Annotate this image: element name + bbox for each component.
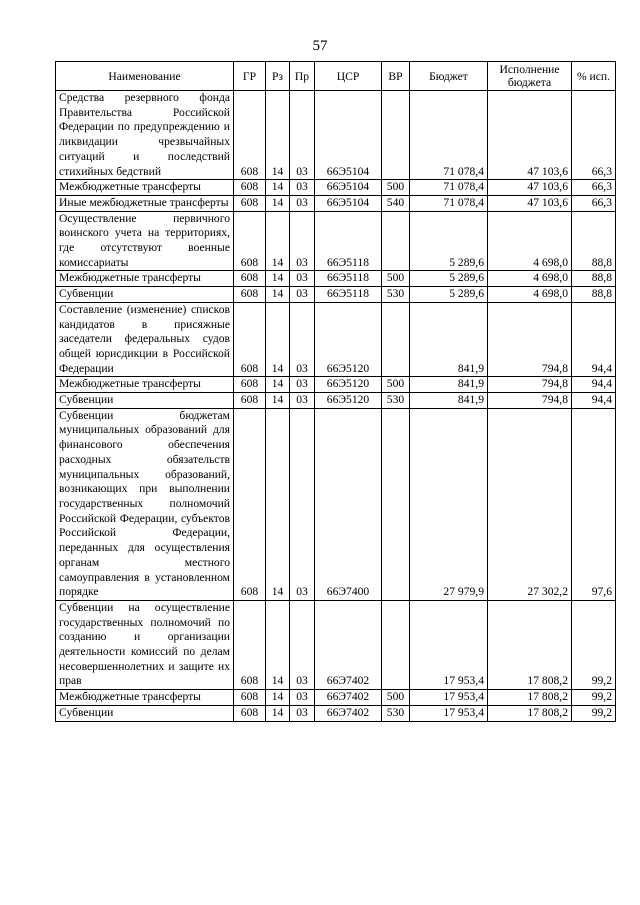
row-percent: 66,3 — [572, 180, 616, 196]
row-rz: 14 — [266, 408, 290, 600]
row-budget: 71 078,4 — [410, 91, 488, 180]
row-vr — [382, 600, 410, 689]
row-gr: 608 — [234, 690, 266, 706]
table-body — [56, 91, 616, 722]
row-budget: 841,9 — [410, 302, 488, 377]
row-rz: 14 — [266, 377, 290, 393]
table-row — [56, 705, 616, 721]
row-percent: 97,6 — [572, 408, 616, 600]
row-percent: 66,3 — [572, 195, 616, 211]
table-row — [56, 377, 616, 393]
row-csr: 66Э5118 — [315, 211, 382, 271]
row-name: Межбюджетные трансферты — [56, 377, 234, 393]
row-csr: 66Э5120 — [315, 302, 382, 377]
row-budget: 5 289,6 — [410, 211, 488, 271]
row-vr: 540 — [382, 195, 410, 211]
row-csr: 66Э7402 — [315, 600, 382, 689]
row-rz: 14 — [266, 690, 290, 706]
row-vr: 530 — [382, 287, 410, 303]
row-gr: 608 — [234, 302, 266, 377]
row-gr: 608 — [234, 195, 266, 211]
header-gr: ГР — [234, 62, 266, 91]
row-execution: 17 808,2 — [488, 705, 572, 721]
row-pr: 03 — [290, 393, 315, 409]
row-percent: 94,4 — [572, 393, 616, 409]
row-name: Межбюджетные трансферты — [56, 271, 234, 287]
row-budget: 5 289,6 — [410, 287, 488, 303]
row-gr: 608 — [234, 600, 266, 689]
row-name: Иные межбюджетные трансферты — [56, 195, 234, 211]
page-number: 57 — [312, 38, 328, 54]
header-pr: Пр — [290, 62, 315, 91]
row-rz: 14 — [266, 211, 290, 271]
row-pr: 03 — [290, 705, 315, 721]
row-name: Субвенции на осуществление государственных полномочий по созданию и организации деятельности комиссий по делам несовершеннолетних и защите их прав — [56, 600, 234, 689]
row-rz: 14 — [266, 195, 290, 211]
row-percent: 99,2 — [572, 600, 616, 689]
row-csr: 66Э7402 — [315, 705, 382, 721]
header-execution: Исполнение бюджета — [488, 62, 572, 91]
row-vr — [382, 408, 410, 600]
row-gr: 608 — [234, 705, 266, 721]
row-rz: 14 — [266, 180, 290, 196]
row-rz: 14 — [266, 393, 290, 409]
row-budget: 841,9 — [410, 393, 488, 409]
row-csr: 66Э5120 — [315, 393, 382, 409]
row-gr: 608 — [234, 91, 266, 180]
row-percent: 94,4 — [572, 377, 616, 393]
budget-table — [55, 61, 616, 722]
row-execution: 27 302,2 — [488, 408, 572, 600]
header-budget: Бюджет — [410, 62, 488, 91]
row-pr: 03 — [290, 180, 315, 196]
row-budget: 17 953,4 — [410, 600, 488, 689]
row-execution: 17 808,2 — [488, 690, 572, 706]
row-csr: 66Э7402 — [315, 690, 382, 706]
row-pr: 03 — [290, 600, 315, 689]
row-rz: 14 — [266, 287, 290, 303]
row-percent: 88,8 — [572, 271, 616, 287]
row-execution: 17 808,2 — [488, 600, 572, 689]
row-name: Средства резервного фонда Правительства Российской Федерации по предупреждению и ликвидации чрезвычайных ситуаций и последствий стихийных бедствий — [56, 91, 234, 180]
row-percent: 99,2 — [572, 690, 616, 706]
row-budget: 71 078,4 — [410, 195, 488, 211]
row-vr: 530 — [382, 705, 410, 721]
table-header-row — [56, 62, 616, 91]
row-gr: 608 — [234, 180, 266, 196]
row-vr: 500 — [382, 377, 410, 393]
row-csr: 66Э5120 — [315, 377, 382, 393]
row-execution: 794,8 — [488, 393, 572, 409]
row-csr: 66Э7400 — [315, 408, 382, 600]
row-percent: 88,8 — [572, 211, 616, 271]
row-percent: 66,3 — [572, 91, 616, 180]
row-execution: 4 698,0 — [488, 287, 572, 303]
row-vr — [382, 211, 410, 271]
row-name: Составление (изменение) списков кандидатов в присяжные заседатели федеральных судов общей юрисдикции в Российской Федерации — [56, 302, 234, 377]
row-vr: 500 — [382, 271, 410, 287]
row-vr: 500 — [382, 180, 410, 196]
header-rz: Рз — [266, 62, 290, 91]
row-execution: 794,8 — [488, 377, 572, 393]
row-csr: 66Э5104 — [315, 91, 382, 180]
table-row — [56, 271, 616, 287]
row-rz: 14 — [266, 91, 290, 180]
row-execution: 47 103,6 — [488, 91, 572, 180]
row-gr: 608 — [234, 271, 266, 287]
table-row — [56, 211, 616, 271]
row-budget: 27 979,9 — [410, 408, 488, 600]
row-csr: 66Э5104 — [315, 180, 382, 196]
row-execution: 4 698,0 — [488, 211, 572, 271]
row-gr: 608 — [234, 408, 266, 600]
row-name: Субвенции бюджетам муниципальных образований для финансового обеспечения расходных обязательств муниципальных образований, возникающих при выполнении государственных полномочий Российской Федерации, субъектов Российской Федерации, переданных для осуществления органам местного самоуправления в установленном порядке — [56, 408, 234, 600]
row-rz: 14 — [266, 271, 290, 287]
row-execution: 47 103,6 — [488, 180, 572, 196]
row-pr: 03 — [290, 91, 315, 180]
row-rz: 14 — [266, 302, 290, 377]
header-percent: % исп. — [572, 62, 616, 91]
row-name: Осуществление первичного воинского учета на территориях, где отсутствуют военные комиссариаты — [56, 211, 234, 271]
row-pr: 03 — [290, 287, 315, 303]
header-vr: ВР — [382, 62, 410, 91]
row-percent: 99,2 — [572, 705, 616, 721]
row-budget: 841,9 — [410, 377, 488, 393]
row-csr: 66Э5118 — [315, 271, 382, 287]
row-pr: 03 — [290, 302, 315, 377]
row-pr: 03 — [290, 377, 315, 393]
row-rz: 14 — [266, 600, 290, 689]
row-vr — [382, 302, 410, 377]
row-name: Межбюджетные трансферты — [56, 690, 234, 706]
row-gr: 608 — [234, 211, 266, 271]
row-gr: 608 — [234, 393, 266, 409]
row-csr: 66Э5104 — [315, 195, 382, 211]
row-csr: 66Э5118 — [315, 287, 382, 303]
header-csr: ЦСР — [315, 62, 382, 91]
table-row — [56, 195, 616, 211]
row-gr: 608 — [234, 377, 266, 393]
row-pr: 03 — [290, 211, 315, 271]
row-name: Межбюджетные трансферты — [56, 180, 234, 196]
row-name: Субвенции — [56, 705, 234, 721]
header-name: Наименование — [56, 62, 234, 91]
row-budget: 5 289,6 — [410, 271, 488, 287]
row-pr: 03 — [290, 690, 315, 706]
row-execution: 47 103,6 — [488, 195, 572, 211]
row-budget: 71 078,4 — [410, 180, 488, 196]
row-rz: 14 — [266, 705, 290, 721]
row-pr: 03 — [290, 195, 315, 211]
row-pr: 03 — [290, 271, 315, 287]
row-name: Субвенции — [56, 287, 234, 303]
table-row — [56, 393, 616, 409]
row-execution: 4 698,0 — [488, 271, 572, 287]
row-budget: 17 953,4 — [410, 690, 488, 706]
row-execution: 794,8 — [488, 302, 572, 377]
table-row — [56, 302, 616, 377]
row-gr: 608 — [234, 287, 266, 303]
table-row — [56, 287, 616, 303]
row-name: Субвенции — [56, 393, 234, 409]
table-row — [56, 91, 616, 180]
table-row — [56, 690, 616, 706]
table-row — [56, 600, 616, 689]
row-budget: 17 953,4 — [410, 705, 488, 721]
row-vr — [382, 91, 410, 180]
row-vr: 530 — [382, 393, 410, 409]
row-percent: 88,8 — [572, 287, 616, 303]
row-pr: 03 — [290, 408, 315, 600]
table-row — [56, 408, 616, 600]
row-vr: 500 — [382, 690, 410, 706]
row-percent: 94,4 — [572, 302, 616, 377]
table-row — [56, 180, 616, 196]
